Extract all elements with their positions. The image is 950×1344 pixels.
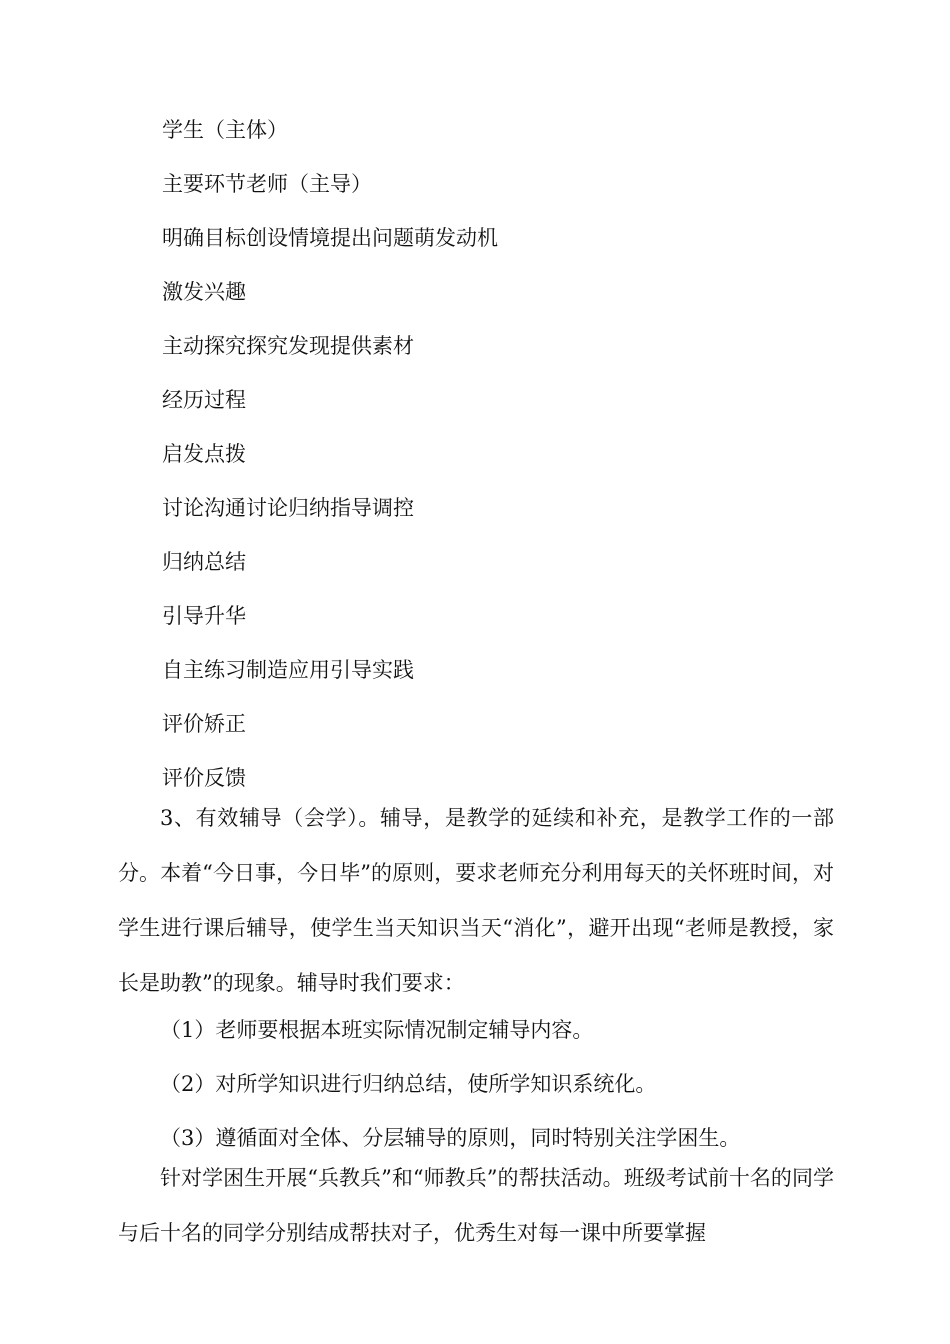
outline-line: 明确目标创设情境提出问题萌发动机 [162, 226, 498, 250]
outline-line: 自主练习制造应用引导实践 [162, 658, 414, 682]
requirement-item: （2）对所学知识进行归纳总结，使所学知识系统化。 [160, 1072, 657, 1096]
outline-line: 评价反馈 [162, 766, 246, 790]
outline-line: 归纳总结 [162, 550, 246, 574]
outline-line: 引导升华 [162, 604, 246, 628]
outline-line: 经历过程 [162, 388, 246, 412]
outline-line: 主动探究探究发现提供素材 [162, 334, 414, 358]
outline-line: 主要环节老师（主导） [162, 172, 372, 196]
outline-line: 学生（主体） [162, 118, 288, 142]
outline-line: 启发点拨 [162, 442, 246, 466]
requirement-item: （3）遵循面对全体、分层辅导的原则，同时特别关注学困生。 [160, 1126, 741, 1150]
requirement-item: （1）老师要根据本班实际情况制定辅导内容。 [160, 1018, 594, 1042]
pairing-paragraph: 针对学困生开展“兵教兵”和“师教兵”的帮扶活动。班级考试前十名的同学与后十名的同学分别结成帮扶对子，优秀生对每一课中所要掌握 [118, 1166, 834, 1245]
outline-line: 评价矫正 [162, 712, 246, 736]
tutoring-paragraph: 3、有效辅导（会学）。辅导，是教学的延续和补充，是教学工作的一部分。本着“今日事，今日毕”的原则，要求老师充分利用每天的关怀班时间，对学生进行课后辅导，使学生当天知识当天“消化”，避开出现“老师是教授，家长是助教”的现象。辅导时我们要求： [118, 806, 834, 995]
outline-line: 激发兴趣 [162, 280, 246, 304]
outline-line: 讨论沟通讨论归纳指导调控 [162, 496, 414, 520]
